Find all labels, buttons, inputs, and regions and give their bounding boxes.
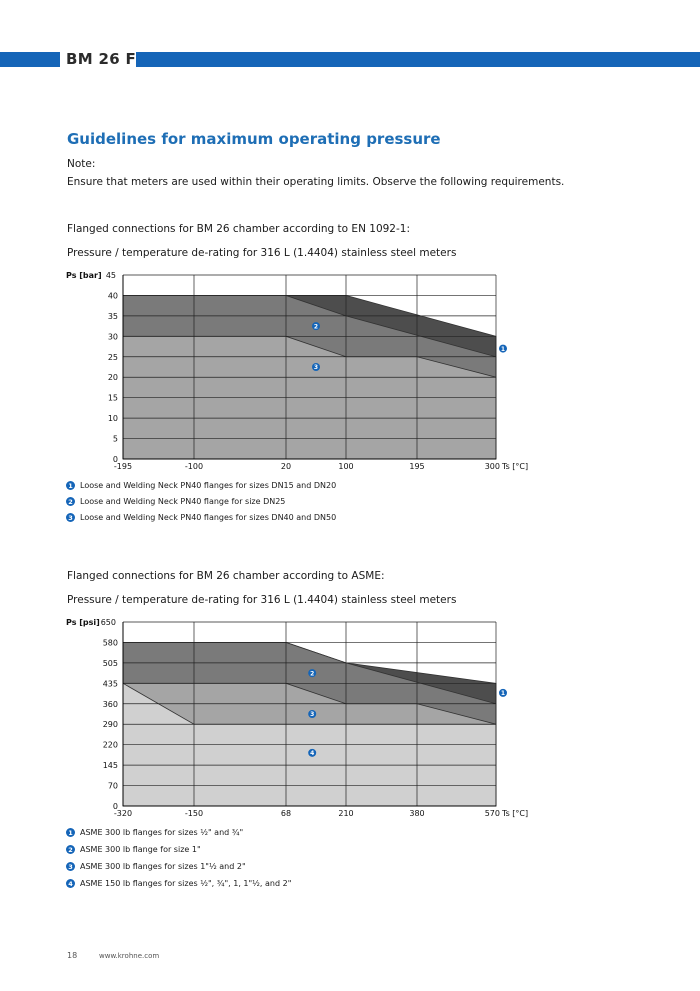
x-tick-label: 210 bbox=[338, 809, 354, 818]
x-tick-label: 20 bbox=[280, 462, 292, 471]
legend-text: ASME 300 lb flanges for sizes ½" and ¾" bbox=[80, 828, 244, 837]
y-tick-label: 435 bbox=[102, 679, 118, 689]
y-tick-label: 35 bbox=[107, 311, 118, 321]
y-tick-label: 45 bbox=[105, 271, 116, 280]
chart-asme bbox=[0, 612, 700, 832]
legend-number-badge: 2 bbox=[66, 497, 75, 506]
header-bar-left bbox=[0, 52, 60, 67]
legend-text: Loose and Welding Neck PN40 flanges for sizes DN15 and DN20 bbox=[80, 481, 337, 490]
product-title: BM 26 F bbox=[66, 50, 137, 68]
legend-number-badge: 1 bbox=[66, 828, 75, 837]
footer-url: www.krohne.com bbox=[99, 952, 160, 960]
y-tick-label: 15 bbox=[107, 393, 118, 403]
chart1-legend-2 bbox=[66, 497, 285, 506]
chart1-legend-3 bbox=[66, 513, 336, 522]
x-tick-label: -100 bbox=[184, 462, 204, 471]
legend-number-badge: 2 bbox=[66, 845, 75, 854]
chart1-subtitle: Pressure / temperature de-rating for 316 L (1.4404) stainless steel meters bbox=[67, 247, 457, 259]
marker-label: 3 bbox=[310, 711, 315, 719]
note-text: Ensure that meters are used within their operating limits. Observe the following requirements. bbox=[67, 176, 565, 188]
y-tick-label: 25 bbox=[107, 352, 118, 362]
y-tick-label: 220 bbox=[102, 740, 118, 750]
marker-label: 3 bbox=[313, 364, 319, 372]
legend-text: ASME 150 lb flanges for sizes ½", ¾", 1, 1"½, and 2" bbox=[80, 879, 292, 888]
legend-number-badge: 4 bbox=[66, 879, 75, 888]
x-tick-label: 570 bbox=[484, 809, 500, 818]
chart1-title: Flanged connections for BM 26 chamber according to EN 1092-1: bbox=[67, 223, 410, 235]
chart2-legend-1 bbox=[66, 828, 243, 837]
y-axis-label: Ps [bar] bbox=[66, 271, 102, 280]
y-axis-label: Ps [psi] bbox=[66, 618, 100, 627]
legend-text: Loose and Welding Neck PN40 flange for size DN25 bbox=[80, 497, 286, 506]
x-axis-label: Ts [°C] bbox=[502, 809, 529, 818]
y-tick-label: 0 bbox=[112, 802, 118, 811]
x-tick-label: 100 bbox=[338, 462, 354, 471]
x-tick-label: 68 bbox=[280, 809, 292, 818]
chart-en1092 bbox=[0, 265, 700, 485]
y-tick-label: 5 bbox=[112, 434, 118, 444]
section-heading: Guidelines for maximum operating pressure bbox=[67, 130, 441, 148]
y-tick-label: 290 bbox=[102, 720, 118, 730]
note-label: Note: bbox=[67, 158, 96, 170]
y-tick-label: 505 bbox=[102, 658, 118, 668]
y-tick-label: 580 bbox=[102, 638, 118, 648]
x-tick-label: 300 bbox=[484, 462, 500, 471]
y-tick-label: 10 bbox=[107, 414, 118, 424]
y-tick-label: 20 bbox=[107, 373, 118, 383]
x-tick-label: 195 bbox=[409, 462, 425, 471]
chart2-legend-2 bbox=[66, 845, 201, 854]
x-tick-label: -150 bbox=[184, 809, 204, 818]
marker-label: 1 bbox=[500, 690, 506, 698]
y-tick-label: 40 bbox=[107, 291, 118, 301]
y-tick-label: 145 bbox=[102, 761, 118, 771]
header-bar-right bbox=[136, 52, 700, 67]
chart2-subtitle: Pressure / temperature de-rating for 316 L (1.4404) stainless steel meters bbox=[67, 594, 457, 606]
marker-label: 4 bbox=[310, 750, 315, 758]
y-tick-label: 70 bbox=[107, 781, 118, 791]
marker-label: 1 bbox=[500, 345, 506, 353]
chart1-legend-1 bbox=[66, 481, 336, 490]
y-tick-label: 30 bbox=[107, 332, 118, 342]
chart2-legend-3 bbox=[66, 862, 246, 871]
y-tick-label: 0 bbox=[112, 455, 118, 464]
legend-number-badge: 1 bbox=[66, 481, 75, 490]
legend-number-badge: 3 bbox=[66, 862, 75, 871]
marker-label: 2 bbox=[313, 323, 319, 331]
x-tick-label: -320 bbox=[113, 809, 133, 818]
x-tick-label: -195 bbox=[113, 462, 133, 471]
marker-label: 2 bbox=[310, 670, 315, 678]
y-tick-label: 650 bbox=[100, 618, 116, 627]
chart2-title: Flanged connections for BM 26 chamber according to ASME: bbox=[67, 570, 385, 582]
x-tick-label: 380 bbox=[409, 809, 425, 818]
page-number: 18 bbox=[67, 951, 78, 960]
legend-text: ASME 300 lb flange for size 1" bbox=[80, 845, 201, 854]
legend-text: ASME 300 lb flanges for sizes 1"½ and 2" bbox=[80, 862, 246, 871]
chart2-legend-4 bbox=[66, 879, 291, 888]
legend-number-badge: 3 bbox=[66, 513, 75, 522]
legend-text: Loose and Welding Neck PN40 flanges for sizes DN40 and DN50 bbox=[80, 513, 337, 522]
y-tick-label: 360 bbox=[102, 699, 118, 709]
x-axis-label: Ts [°C] bbox=[502, 462, 529, 471]
